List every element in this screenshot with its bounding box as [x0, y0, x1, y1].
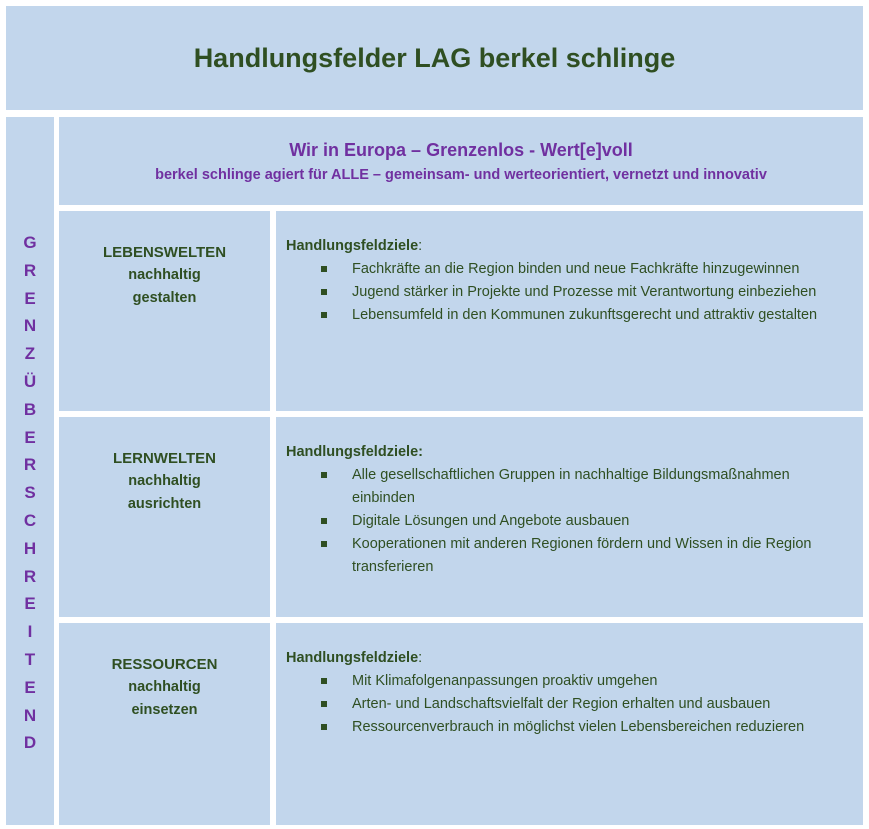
motto-box [59, 117, 863, 205]
field-name: RESSOURCEN [111, 656, 218, 673]
list-item-text: Fachkräfte an die Region binden und neue Fachkräfte hinzugewinnen [352, 261, 800, 277]
side-letter: C [23, 510, 37, 530]
list-item [286, 281, 853, 304]
side-letter: I [27, 622, 33, 642]
side-letter: G [23, 233, 37, 252]
field-line2: nachhaltig [128, 473, 201, 489]
field-label-lernwelten [59, 417, 270, 617]
square-bullet-icon [321, 518, 327, 524]
list-item-text: Ressourcenverbrauch in möglichst vielen Lebensbereichen reduzieren [352, 719, 805, 735]
side-letter: H [23, 538, 37, 558]
list-item [286, 693, 853, 716]
side-letter: R [23, 455, 37, 475]
field-line3: ausrichten [127, 496, 202, 512]
field-content-lebenswelten: Handlungsfeldziele: Fachkräfte an die Region binden und neue Fachkräfte hinzugewinnen Jugend stärker in Projekte und Prozesse mit Verantwortung einbeziehen Lebensumfeld in den Kommunen zukunftsgerecht und attraktiv gestalten [276, 211, 863, 411]
diagram-title: Handlungsfelder LAG berkel schlinge [193, 42, 676, 73]
field-line3: einsetzen [131, 702, 198, 718]
side-letter: D [23, 733, 37, 753]
side-label-grenzueberschreitend [6, 117, 54, 825]
list-item [286, 510, 853, 533]
side-letter: E [24, 427, 36, 447]
field-content-ressourcen: Handlungsfeldziele: Mit Klimafolgenanpassungen proaktiv umgehen Arten- und Landschaftsvielfalt der Region erhalten und ausbauen Ressourcenverbrauch in möglichst vielen Lebensbereichen reduzieren [276, 623, 863, 825]
square-bullet-icon [321, 289, 327, 295]
side-letter: E [24, 288, 36, 308]
side-letter: R [23, 260, 37, 280]
list-item-text: Mit Klimafolgenanpassungen proaktiv umgehen [352, 673, 658, 689]
side-letter: T [24, 649, 36, 669]
list-item [286, 304, 853, 327]
list-item-text: Lebensumfeld in den Kommunen zukunftsgerecht und attraktiv gestalten [352, 307, 818, 323]
square-bullet-icon [321, 472, 327, 478]
square-bullet-icon [321, 701, 327, 707]
ziele-list [286, 464, 853, 579]
side-letter: Z [24, 344, 36, 364]
square-bullet-icon [321, 541, 327, 547]
list-item-text: Arten- und Landschaftsvielfalt der Region erhalten und ausbauen [352, 696, 771, 712]
motto-title: Wir in Europa – Grenzenlos - Wert[e]voll [289, 139, 633, 160]
list-item-text: Jugend stärker in Projekte und Prozesse mit Verantwortung einbeziehen [352, 284, 817, 300]
list-item-text: Kooperationen mit anderen Regionen fördern und Wissen in die Region transferieren [352, 536, 812, 575]
field-line2: nachhaltig [128, 267, 201, 283]
motto-subtitle: berkel schlinge agiert für ALLE – gemeinsam- und werteorientiert, vernetzt und innovativ [155, 166, 767, 183]
square-bullet-icon [321, 678, 327, 684]
field-name: LERNWELTEN [112, 450, 217, 467]
list-item-text: Digitale Lösungen und Angebote ausbauen [352, 513, 630, 529]
field-line2: nachhaltig [128, 679, 201, 695]
field-label-ressourcen [59, 623, 270, 825]
field-label-lebenswelten [59, 211, 270, 411]
side-letter: E [24, 677, 36, 697]
side-letter: Ü [23, 371, 37, 391]
list-item [286, 670, 853, 693]
field-line3: gestalten [132, 290, 197, 306]
ziele-list [286, 258, 853, 327]
square-bullet-icon [321, 312, 327, 318]
ziele-heading: Handlungsfeldziele [286, 650, 419, 666]
side-letter: B [23, 399, 37, 419]
side-letter: E [24, 594, 36, 614]
side-letter: R [23, 566, 37, 586]
list-item-text: Alle gesellschaftlichen Gruppen in nachhaltige Bildungsmaßnahmen einbinden [352, 467, 790, 506]
list-item [286, 258, 853, 281]
ziele-heading: Handlungsfeldziele: [286, 444, 423, 460]
field-content-lernwelten [276, 417, 863, 617]
title-box [6, 6, 863, 110]
side-letter: N [23, 705, 37, 725]
list-item [286, 533, 853, 579]
side-letter: N [23, 316, 37, 336]
square-bullet-icon [321, 266, 327, 272]
list-item [286, 464, 853, 510]
field-name: LEBENSWELTEN [102, 244, 227, 261]
ziele-list [286, 670, 853, 739]
ziele-heading: Handlungsfeldziele [286, 238, 419, 254]
side-letter: S [24, 483, 36, 503]
square-bullet-icon [321, 724, 327, 730]
list-item [286, 716, 853, 739]
